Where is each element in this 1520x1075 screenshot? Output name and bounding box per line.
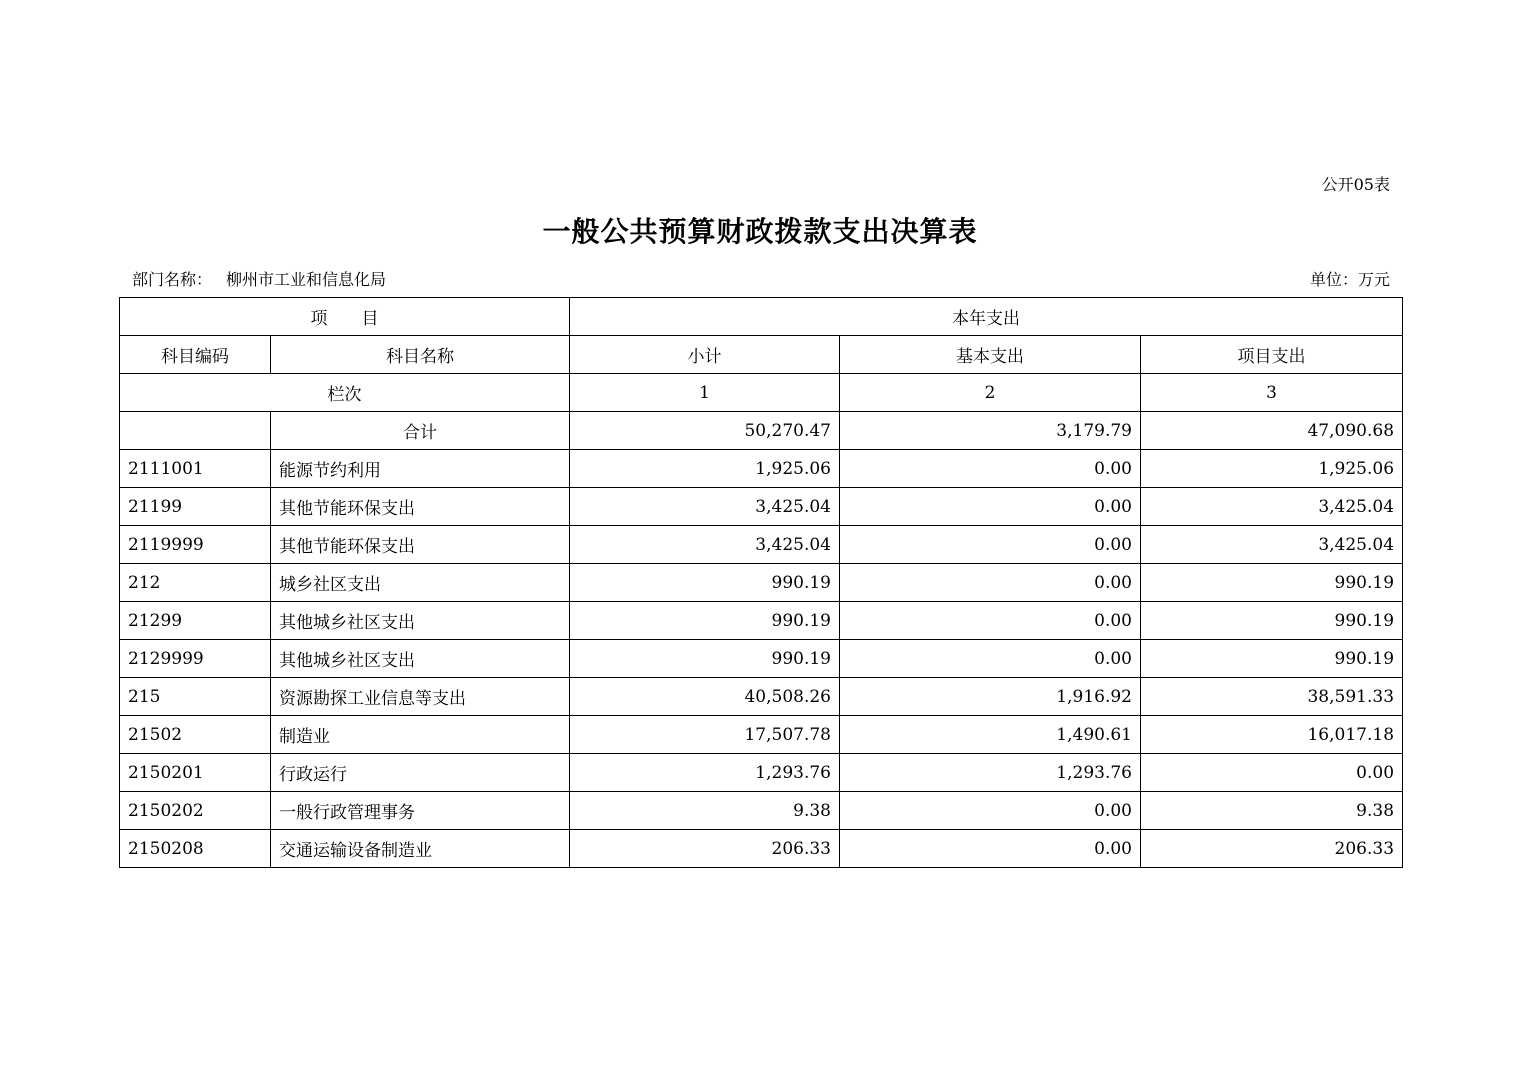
row-subtotal: 1,293.76 xyxy=(570,754,840,792)
table-row xyxy=(120,792,1403,830)
total-project: 47,090.68 xyxy=(1141,412,1403,450)
row-project: 16,017.18 xyxy=(1141,716,1403,754)
row-project: 990.19 xyxy=(1141,640,1403,678)
total-code-cell xyxy=(120,412,271,450)
row-name: 制造业 xyxy=(271,716,570,754)
row-name: 一般行政管理事务 xyxy=(271,792,570,830)
column-number-2: 2 xyxy=(840,374,1141,412)
header-code: 科目编码 xyxy=(120,336,271,374)
table-row xyxy=(120,450,1403,488)
row-name: 能源节约利用 xyxy=(271,450,570,488)
row-basic: 0.00 xyxy=(840,830,1141,868)
row-code: 2119999 xyxy=(120,526,271,564)
row-code: 2129999 xyxy=(120,640,271,678)
row-project: 0.00 xyxy=(1141,754,1403,792)
row-code: 212 xyxy=(120,564,271,602)
row-subtotal: 3,425.04 xyxy=(570,488,840,526)
table-row xyxy=(120,526,1403,564)
total-basic: 3,179.79 xyxy=(840,412,1141,450)
row-subtotal: 990.19 xyxy=(570,564,840,602)
total-label: 合计 xyxy=(271,412,570,450)
total-subtotal: 50,270.47 xyxy=(570,412,840,450)
header-row-group xyxy=(120,298,1403,336)
row-project: 990.19 xyxy=(1141,564,1403,602)
row-name: 其他节能环保支出 xyxy=(271,488,570,526)
row-name: 交通运输设备制造业 xyxy=(271,830,570,868)
table-row xyxy=(120,716,1403,754)
header-year-expenditure: 本年支出 xyxy=(570,298,1403,336)
row-subtotal: 990.19 xyxy=(570,640,840,678)
table-row xyxy=(120,678,1403,716)
row-name: 其他节能环保支出 xyxy=(271,526,570,564)
form-number: 公开05表 xyxy=(1321,175,1390,194)
document-title: 一般公共预算财政拨款支出决算表 xyxy=(542,215,978,248)
header-basic: 基本支出 xyxy=(840,336,1141,374)
row-subtotal: 3,425.04 xyxy=(570,526,840,564)
unit-label: 单位：万元 xyxy=(1309,270,1390,289)
header-project: 项目支出 xyxy=(1141,336,1403,374)
row-basic: 1,490.61 xyxy=(840,716,1141,754)
row-code: 2111001 xyxy=(120,450,271,488)
row-name: 资源勘探工业信息等支出 xyxy=(271,678,570,716)
row-project: 3,425.04 xyxy=(1141,488,1403,526)
row-name: 其他城乡社区支出 xyxy=(271,640,570,678)
header-subtotal: 小计 xyxy=(570,336,840,374)
row-name: 行政运行 xyxy=(271,754,570,792)
header-name: 科目名称 xyxy=(271,336,570,374)
row-project: 990.19 xyxy=(1141,602,1403,640)
row-code: 21502 xyxy=(120,716,271,754)
department-name: 柳州市工业和信息化局 xyxy=(226,270,387,289)
row-subtotal: 990.19 xyxy=(570,602,840,640)
row-basic: 0.00 xyxy=(840,792,1141,830)
row-subtotal: 1,925.06 xyxy=(570,450,840,488)
row-project: 1,925.06 xyxy=(1141,450,1403,488)
table-row xyxy=(120,830,1403,868)
row-subtotal: 9.38 xyxy=(570,792,840,830)
header-row-columns xyxy=(120,336,1403,374)
row-subtotal: 40,508.26 xyxy=(570,678,840,716)
row-basic: 0.00 xyxy=(840,564,1141,602)
table-row xyxy=(120,564,1403,602)
row-basic: 0.00 xyxy=(840,640,1141,678)
row-basic: 1,916.92 xyxy=(840,678,1141,716)
table-row xyxy=(120,488,1403,526)
expenditure-table xyxy=(119,297,1403,868)
row-subtotal: 206.33 xyxy=(570,830,840,868)
row-code: 21199 xyxy=(120,488,271,526)
row-code: 2150208 xyxy=(120,830,271,868)
column-number-3: 3 xyxy=(1141,374,1403,412)
column-number-row xyxy=(120,374,1403,412)
row-project: 9.38 xyxy=(1141,792,1403,830)
department-label: 部门名称： xyxy=(132,270,213,289)
row-code: 21299 xyxy=(120,602,271,640)
lanci-label: 栏次 xyxy=(120,374,570,412)
department-line xyxy=(132,267,386,290)
row-basic: 1,293.76 xyxy=(840,754,1141,792)
row-project: 38,591.33 xyxy=(1141,678,1403,716)
row-basic: 0.00 xyxy=(840,602,1141,640)
table-row xyxy=(120,754,1403,792)
row-code: 2150202 xyxy=(120,792,271,830)
table-row xyxy=(120,640,1403,678)
row-project: 206.33 xyxy=(1141,830,1403,868)
row-basic: 0.00 xyxy=(840,526,1141,564)
row-code: 215 xyxy=(120,678,271,716)
column-number-1: 1 xyxy=(570,374,840,412)
total-row xyxy=(120,412,1403,450)
row-subtotal: 17,507.78 xyxy=(570,716,840,754)
row-basic: 0.00 xyxy=(840,488,1141,526)
row-name: 其他城乡社区支出 xyxy=(271,602,570,640)
header-item: 项 目 xyxy=(120,298,570,336)
row-code: 2150201 xyxy=(120,754,271,792)
row-project: 3,425.04 xyxy=(1141,526,1403,564)
table-row xyxy=(120,602,1403,640)
row-name: 城乡社区支出 xyxy=(271,564,570,602)
row-basic: 0.00 xyxy=(840,450,1141,488)
